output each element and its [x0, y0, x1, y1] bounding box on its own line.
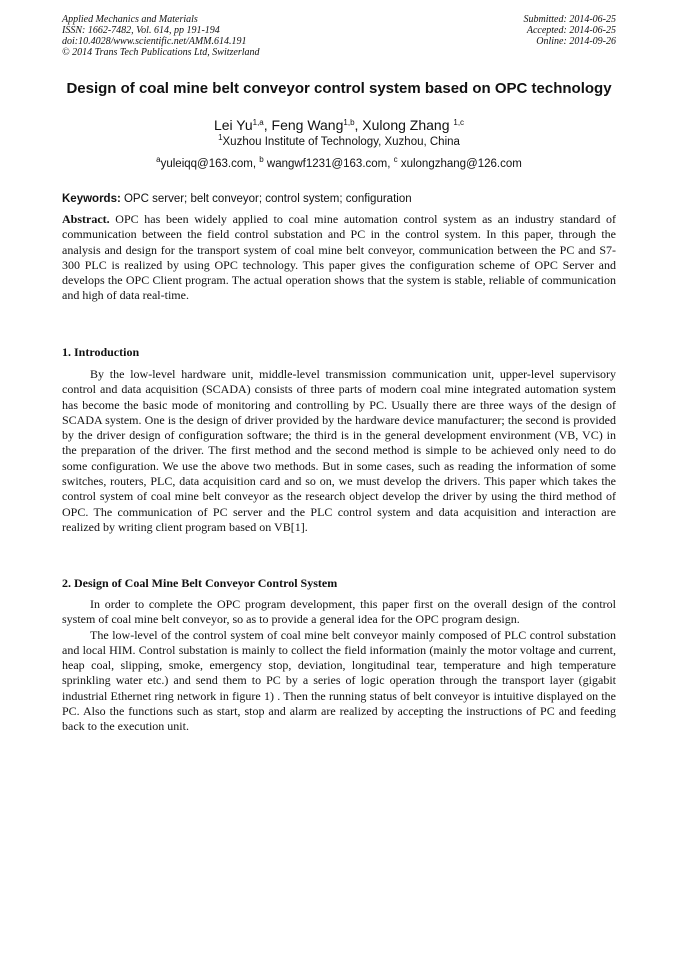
email-link[interactable]: yuleiqq@163.com,	[160, 158, 260, 170]
submitted-date: Submitted: 2014-06-25	[523, 14, 616, 25]
paragraph: The low-level of the control system of coal mine belt conveyor mainly composed of PLC control substation and local HIM. Control substation is mainly to collect the field information (mainly the motor voltage and current, heap coal, slipping, smoke, emergency stop, deviation, longitudinal tear, temperature and high temperature sprinkling water etc.) and send them to PC by a series of logic operation through the transport layer (gigabit industrial Ethernet ring network in figure 1) . Then the running status of belt conveyor is intuitive displayed on the PC. Also the functions such as start, stop and alarm are realized by accepting the instructions of PC and feeding back to the execution unit.	[62, 627, 616, 734]
author-name: Feng Wang	[271, 117, 344, 133]
author-separator: ,	[263, 117, 272, 133]
accepted-date: Accepted: 2014-06-25	[526, 25, 616, 36]
author-list	[62, 117, 616, 134]
section-design	[62, 597, 616, 735]
author-name: Xulong Zhang	[362, 117, 454, 133]
author-affiliation-mark: 1,a	[252, 118, 264, 127]
abstract-label: Abstract.	[62, 212, 110, 226]
affiliation	[62, 135, 616, 149]
journal-name: Applied Mechanics and Materials	[62, 14, 198, 25]
abstract-text: OPC has been widely applied to coal mine automation control system as an industry standard of communication between the field control substation and PC in the control system. In this paper, through the analysis and design for the transport system of coal mine belt conveyor, communication between the PC and S7-300 PLC is realized by using OPC technology. This paper gives the configuration scheme of OPC Server and develops the OPC Client program. The actual operation shows that the system is stable, reliable of communication and high of data real-time.	[62, 212, 616, 303]
keywords-text: OPC server; belt conveyor; control system; configuration	[120, 193, 412, 205]
email-list	[62, 157, 616, 171]
publication-header-left	[62, 14, 260, 58]
section-heading-introduction: 1. Introduction	[62, 345, 140, 359]
doi-line: doi:10.4028/www.scientific.net/AMM.614.191	[62, 36, 247, 47]
keywords	[62, 192, 616, 206]
email-mark: b	[259, 155, 264, 164]
paper-title: Design of coal mine belt conveyor control system based on OPC technology	[66, 80, 612, 97]
author-affiliation-mark: 1,b	[343, 118, 355, 127]
issn-line: ISSN: 1662-7482, Vol. 614, pp 191-194	[62, 25, 220, 36]
author-name: Lei Yu	[213, 117, 253, 133]
paragraph: In order to complete the OPC program development, this paper first on the overall design of the control system of coal mine belt conveyor, so as to provide a general idea for the OPC program design.	[62, 597, 616, 627]
publication-header-right	[524, 14, 617, 47]
affiliation-text: Xuzhou Institute of Technology, Xuzhou, China	[222, 136, 460, 148]
author-affiliation-mark: 1,c	[453, 118, 465, 127]
email-mark: a	[156, 155, 161, 164]
email-link[interactable]: wangwf1231@163.com,	[263, 158, 394, 170]
abstract	[62, 212, 616, 304]
section-introduction	[62, 367, 616, 535]
paragraph: By the low-level hardware unit, middle-level transmission communication unit, upper-level supervisory control and data acquisition (SCADA) consists of three parts of modern coal mine integrated automation system has become the basic mode of monitoring and controlling by PC. Usually there are three ways of the design of SCADA system. One is the design of driver provided by the hardware device manufacturer; the second is provided by the driver design of configuration software; the third is in the general development environment (VB, VC) in the preparation of the driver. The first method and the second method is simple to be achieved only need to do some configuration. We use the above two methods. But in some cases, such as reading the information of some switches, routers, PLC, data acquisition card and so on, we must develop the drivers. This paper which takes the control system of coal mine belt conveyor as the research object develop the driver by using the third method of OPC. The communication of PC server and the PLC control system and data acquisition and interaction are realized by writing client program based on VB[1].	[62, 367, 616, 534]
email-mark: c	[393, 155, 398, 164]
section-heading-design: 2. Design of Coal Mine Belt Conveyor Control System	[62, 576, 338, 590]
email-link[interactable]: xulongzhang@126.com	[397, 158, 522, 170]
affiliation-mark: 1	[218, 133, 223, 142]
copyright-line: © 2014 Trans Tech Publications Ltd, Switzerland	[62, 47, 260, 58]
keywords-label: Keywords:	[62, 193, 121, 205]
author-separator: ,	[354, 117, 363, 133]
online-date: Online: 2014-09-26	[536, 36, 616, 47]
